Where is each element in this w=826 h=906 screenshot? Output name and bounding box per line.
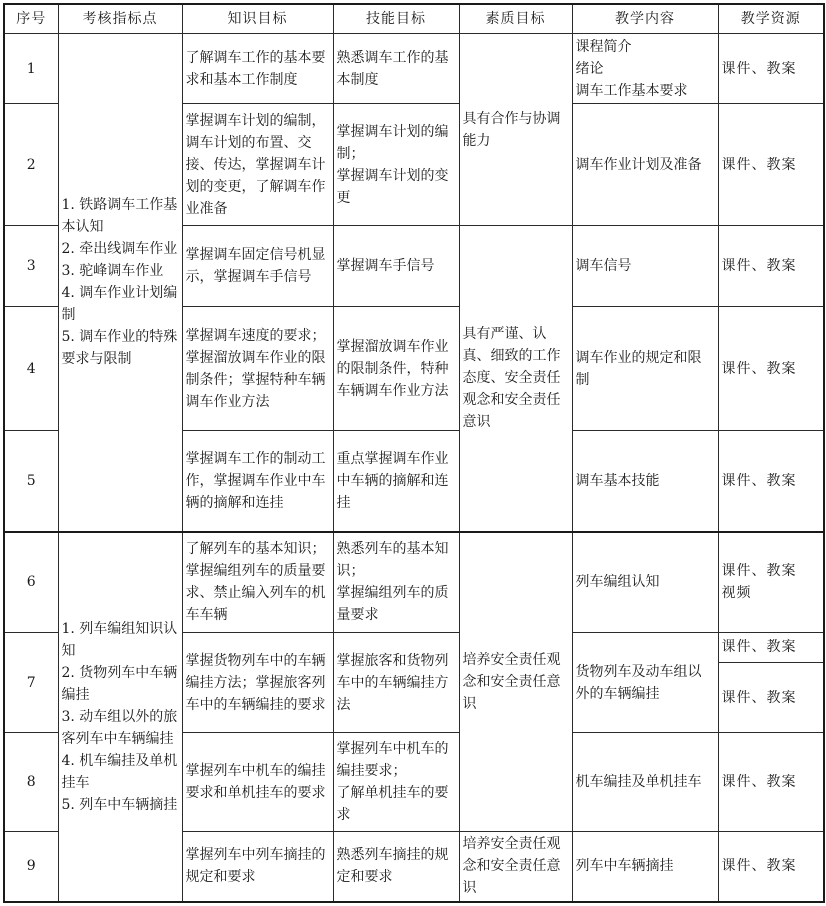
skill-line: 掌握调车手信号: [336, 257, 435, 274]
content-line: 调车基本技能: [575, 473, 660, 490]
indicator-item: 2. 牵出线调车作业: [61, 241, 178, 258]
content-line: 调车信号: [575, 257, 632, 274]
row-num: 1: [4, 34, 58, 104]
content-cell: [572, 306, 718, 431]
skill-line: 了解单机挂车的要求: [336, 785, 449, 824]
header-quality: 素质目标: [459, 4, 572, 34]
resource-line: 视频: [721, 585, 752, 602]
skill-line: 掌握溜放调车作业的限制条件，特种车辆调车作业方法: [336, 338, 449, 399]
skill-cell: [333, 34, 459, 104]
knowledge-cell: 了解调车工作的基本要求和基本工作制度: [182, 34, 333, 104]
quality-cell: 具有严谨、认真、细致的工作态度、安全责任观念和安全责任意识: [459, 226, 572, 532]
knowledge-cell: 掌握列车中机车的编挂要求和单机挂车的要求: [182, 733, 333, 832]
indicator-cell-group-2: [58, 532, 182, 902]
skill-cell: [333, 831, 459, 902]
content-line: 绪论: [575, 60, 604, 77]
skill-line: 熟悉调车工作的基本制度: [336, 49, 449, 88]
content-line: 调车作业的规定和限制: [575, 349, 702, 388]
header-indicator: 考核指标点: [58, 4, 182, 34]
skill-line: 掌握编组列车的质量要求: [336, 585, 449, 624]
content-cell: [572, 632, 718, 733]
skill-cell: [333, 431, 459, 532]
content-cell: [572, 34, 718, 104]
skill-line: 熟悉列车摘挂的规定和要求: [336, 847, 449, 886]
resource-cell: [718, 532, 824, 633]
knowledge-cell: 掌握调车计划的编制，调车计划的布置、交接、传达，掌握调车计划的变更，了解调车作业准备: [182, 104, 333, 226]
indicator-item: 5. 调车作业的特殊要求与限制: [61, 329, 178, 368]
content-line: 列车编组认知: [575, 574, 660, 591]
resource-cell: 课件、教案: [718, 306, 824, 431]
content-line: 调车工作基本要求: [575, 82, 688, 99]
resource-cell: 课件、教案: [718, 34, 824, 104]
indicator-item: 5. 列车中车辆摘挂: [61, 796, 178, 813]
course-table: [3, 3, 825, 903]
content-line: 课程简介: [575, 38, 632, 55]
content-line: 列车中车辆摘挂: [575, 858, 674, 875]
content-cell: [572, 532, 718, 633]
indicator-item: 2. 货物列车中车辆编挂: [61, 664, 178, 703]
skill-line: 重点掌握调车作业中车辆的摘解和连挂: [336, 451, 449, 512]
knowledge-cell: 掌握货物列车中的车辆编挂方法；掌握旅客列车中的车辆编挂的要求: [182, 632, 333, 733]
resource-cell: 课件、教案: [718, 733, 824, 832]
skill-line: 掌握旅客和货物列车中的车辆编挂方法: [336, 652, 449, 713]
knowledge-cell: 掌握调车工作的制动工作，掌握调车作业中车辆的摘解和连挂: [182, 431, 333, 532]
content-line: 调车作业计划及准备: [575, 156, 702, 173]
row-num: 8: [4, 733, 58, 832]
indicator-item: 4. 调车作业计划编制: [61, 285, 178, 324]
knowledge-cell: 掌握调车固定信号机显示，掌握调车手信号: [182, 226, 333, 307]
row-num: 3: [4, 226, 58, 307]
skill-cell: [333, 226, 459, 307]
table-row: [4, 34, 824, 104]
resource-line: 课件、教案: [721, 563, 797, 580]
resource-cell: 课件、教案: [718, 104, 824, 226]
resource-cell: 课件、教案: [718, 831, 824, 902]
resource-cell: 课件、教案: [718, 662, 824, 732]
skill-cell: [333, 104, 459, 226]
table-row: [4, 532, 824, 633]
row-num: 2: [4, 104, 58, 226]
indicator-item: 1. 列车编组知识认知: [61, 620, 178, 659]
skill-line: 熟悉列车的基本知识；: [336, 541, 449, 580]
skill-cell: [333, 306, 459, 431]
row-num: 4: [4, 306, 58, 431]
header-resource: 教学资源: [718, 4, 824, 34]
resource-cell: 课件、教案: [718, 632, 824, 662]
header-row: [4, 4, 824, 34]
indicator-item: 1. 铁路调车工作基本认知: [61, 197, 178, 236]
skill-line: 掌握列车中机车的编挂要求；: [336, 741, 449, 780]
header-num: 序号: [4, 4, 58, 34]
header-skill: 技能目标: [333, 4, 459, 34]
skill-line: 掌握调车计划的编制；: [336, 123, 449, 162]
header-knowledge: 知识目标: [182, 4, 333, 34]
indicator-item: 3. 驼峰调车作业: [61, 263, 164, 280]
header-content: 教学内容: [572, 4, 718, 34]
knowledge-cell: 掌握列车中列车摘挂的规定和要求: [182, 831, 333, 902]
quality-cell: 培养安全责任观念和安全责任意识: [459, 831, 572, 902]
resource-cell: 课件、教案: [718, 431, 824, 532]
indicator-cell-group-1: [58, 34, 182, 532]
row-num: 5: [4, 431, 58, 532]
quality-cell: 具有合作与协调能力: [459, 34, 572, 226]
content-cell: [572, 104, 718, 226]
content-cell: [572, 431, 718, 532]
content-line: 货物列车及动车组以外的车辆编挂: [575, 663, 702, 702]
knowledge-cell: 了解列车的基本知识；掌握编组列车的质量要求、禁止编入列车的机车车辆: [182, 532, 333, 633]
skill-cell: [333, 632, 459, 733]
row-num: 7: [4, 632, 58, 733]
resource-cell: 课件、教案: [718, 226, 824, 307]
skill-cell: [333, 733, 459, 832]
content-cell: [572, 733, 718, 832]
quality-cell: 培养安全责任观念和安全责任意识: [459, 532, 572, 832]
skill-line: 掌握调车计划的变更: [336, 167, 449, 206]
row-num: 9: [4, 831, 58, 902]
indicator-item: 3. 动车组以外的旅客列车中车辆编挂: [61, 708, 178, 747]
content-cell: [572, 831, 718, 902]
row-num: 6: [4, 532, 58, 633]
indicator-item: 4. 机车编挂及单机挂车: [61, 752, 178, 791]
knowledge-cell: 掌握调车速度的要求；掌握溜放调车作业的限制条件；掌握特种车辆调车作业方法: [182, 306, 333, 431]
skill-cell: [333, 532, 459, 633]
content-line: 机车编挂及单机挂车: [575, 774, 702, 791]
content-cell: [572, 226, 718, 307]
